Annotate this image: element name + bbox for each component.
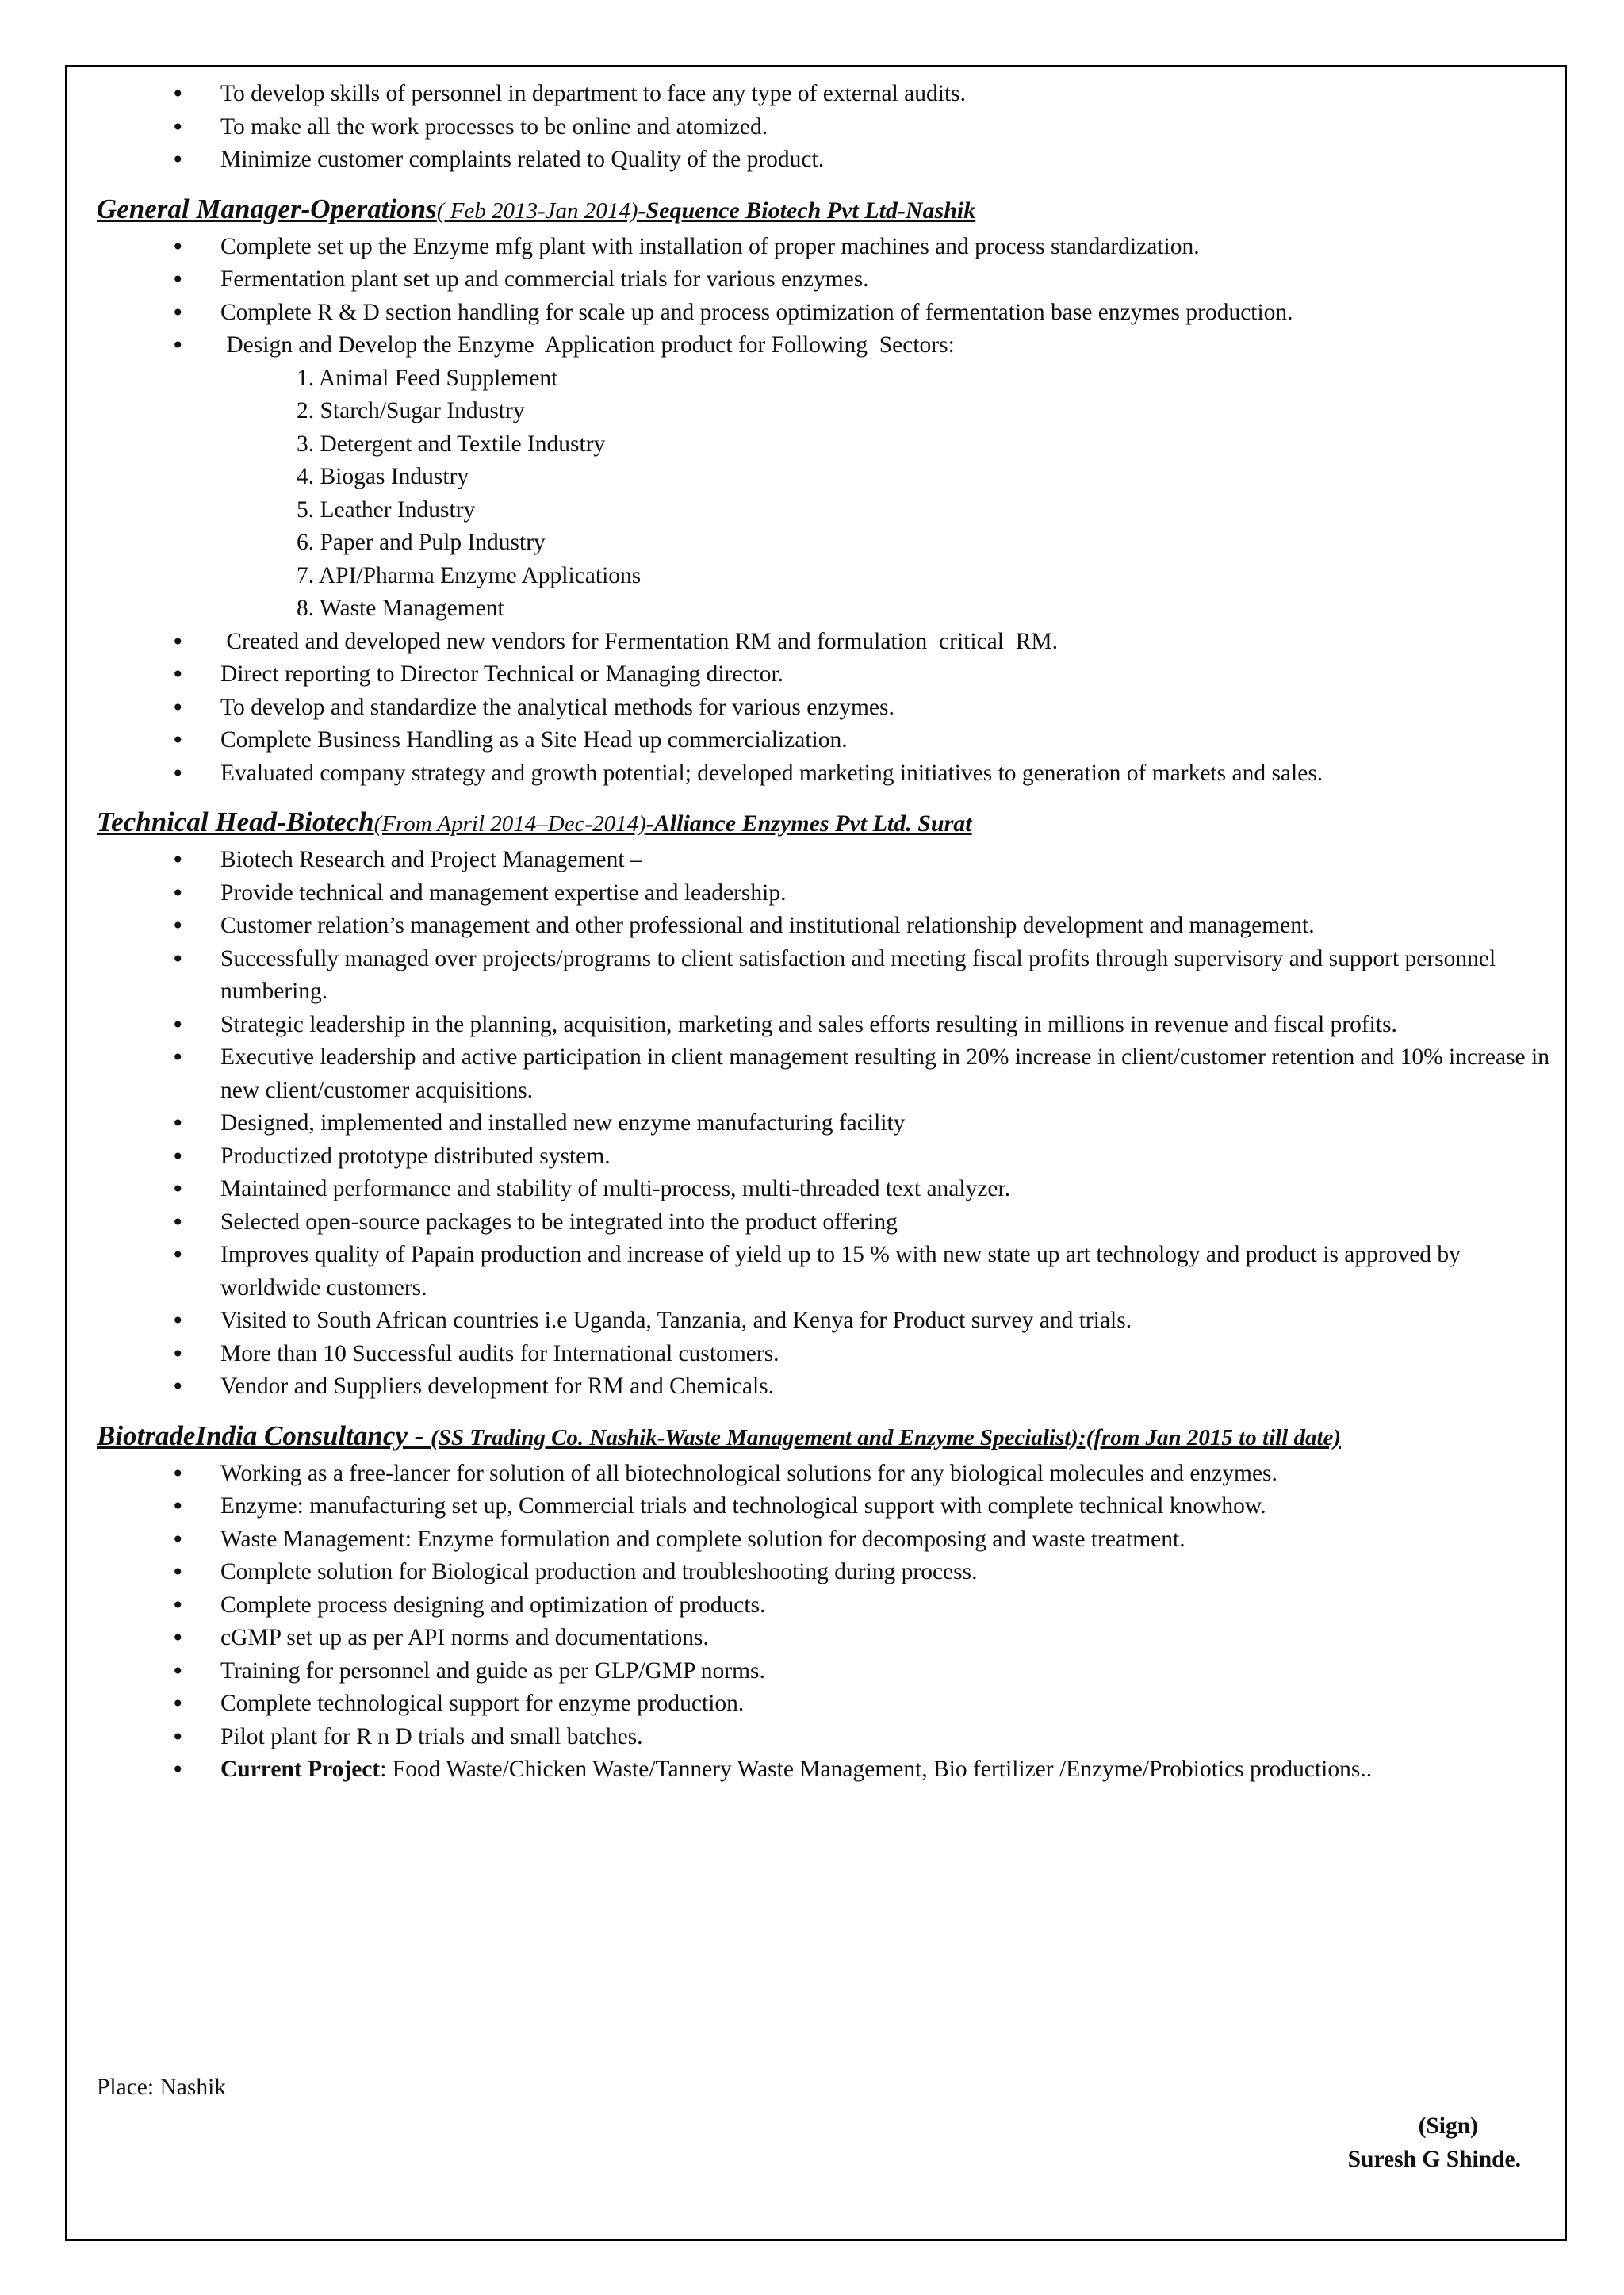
list-item: • To develop skills of personnel in department to face any type of external audits. (97, 78, 1556, 111)
list-item: • Productized prototype distributed system. (97, 1140, 1556, 1174)
list-item: • Vendor and Suppliers development for RM and Chemicals. (97, 1370, 1556, 1404)
sector-item: 3. Detergent and Textile Industry (297, 431, 606, 457)
list-item: • Complete R & D section handling for scale up and process optimization of fermentation base enzymes production. (97, 297, 1556, 330)
signatory-name: Suresh G Shinde. (1347, 2147, 1521, 2172)
section-title: BiotradeIndia Consultancy - (97, 1420, 431, 1451)
list-item: • To make all the work processes to be online and atomized. (97, 111, 1556, 144)
section-title: Technical Head-Biotech (97, 807, 374, 837)
signature-block (1348, 2109, 1521, 2176)
list-item: • To develop and standardize the analytical methods for various enzymes. (97, 692, 1556, 725)
list-item: • Working as a free-lancer for solution of all biotechnological solutions for any biological molecules and enzymes. (97, 1458, 1556, 1491)
sector-item: 8. Waste Management (297, 596, 504, 621)
sector-item: 6. Paper and Pulp Industry (297, 530, 546, 555)
list-item: • Complete Business Handling as a Site Head up commercialization. (97, 724, 1556, 757)
current-project-label: Current Project (220, 1757, 381, 1782)
section-heading-biotradeindia (97, 1418, 1556, 1456)
list-item: • Design and Develop the Enzyme Application product for Following Sectors: (97, 329, 1556, 362)
biotradeindia-bullets (97, 1458, 1556, 1787)
list-item: • Strategic leadership in the planning, acquisition, marketing and sales efforts resulting in millions in revenue and fiscal profits. (97, 1009, 1556, 1042)
current-project-text: : Food Waste/Chicken Waste/Tannery Waste Management, Bio fertilizer /Enzyme/Probiotics productions.. (380, 1757, 1373, 1782)
list-item: • Created and developed new vendors for Fermentation RM and formulation critical RM. (97, 626, 1556, 659)
list-item: • Training for personnel and guide as per GLP/GMP norms. (97, 1655, 1556, 1688)
list-item: • Complete process designing and optimization of products. (97, 1589, 1556, 1623)
sector-item: 5. Leather Industry (297, 496, 476, 523)
list-item: • Customer relation’s management and other professional and institutional relationship development and management. (97, 910, 1556, 943)
list-item: • Complete solution for Biological production and troubleshooting during process. (97, 1556, 1556, 1589)
list-item: • Maintained performance and stability of multi-process, multi-threaded text analyzer. (97, 1173, 1556, 1206)
list-item: • Biotech Research and Project Management – (97, 844, 1556, 877)
gm-operations-bullets (97, 231, 1556, 362)
list-item: • More than 10 Successful audits for International customers. (97, 1338, 1556, 1371)
list-item: • Evaluated company strategy and growth potential; developed marketing initiatives to generation of markets and sales. (97, 757, 1556, 791)
list-item: • cGMP set up as per API norms and documentations. (97, 1622, 1556, 1655)
sector-item: 1. Animal Feed Supplement (297, 365, 558, 391)
list-item: • Executive leadership and active participation in client management resulting in 20% increase in client/customer retention and 10% increase in new client/customer acquisitions. (97, 1041, 1556, 1107)
list-item: • Successfully managed over projects/programs to client satisfaction and meeting fiscal profits through supervisory and support personnel numbering. (97, 943, 1556, 1009)
section-heading-gm-operations (97, 191, 1556, 229)
list-item: • Designed, implemented and installed new enzyme manufacturing facility (97, 1107, 1556, 1140)
sector-list (97, 362, 1556, 626)
list-item: • Visited to South African countries i.e Uganda, Tanzania, and Kenya for Product survey and trials. (97, 1305, 1556, 1338)
list-item: • Enzyme: manufacturing set up, Commercial trials and technological support with complete technical knowhow. (97, 1490, 1556, 1523)
resume-body (97, 78, 1556, 1787)
intro-bullet-list (97, 78, 1556, 177)
place-line: Place: Nashik (97, 2075, 227, 2100)
section-company: -Alliance Enzymes Pvt Ltd. Surat (645, 810, 972, 837)
sector-item: 4. Biogas Industry (297, 464, 469, 489)
section-dates: (From April 2014–Dec-2014) (373, 811, 646, 837)
sector-item: 7. API/Pharma Enzyme Applications (297, 562, 642, 588)
list-item: • Complete technological support for enzyme production. (97, 1688, 1556, 1721)
list-item: • Complete set up the Enzyme mfg plant with installation of proper machines and process standardization. (97, 231, 1556, 264)
list-item: • Direct reporting to Director Technical or Managing director. (97, 658, 1556, 692)
list-item: • Provide technical and management expertise and leadership. (97, 877, 1556, 910)
section-heading-technical-head (97, 804, 1556, 842)
gm-operations-bullets-continued (97, 626, 1556, 791)
list-item: • Pilot plant for R n D trials and small batches. (97, 1721, 1556, 1754)
section-company: (SS Trading Co. Nashik-Waste Management and Enzyme Specialist):(from Jan 2015 to till date) (431, 1424, 1342, 1450)
list-item: • Selected open-source packages to be integrated into the product offering (97, 1206, 1556, 1239)
list-item: • Minimize customer complaints related to Quality of the product. (97, 144, 1556, 177)
section-title: General Manager-Operations (97, 193, 437, 224)
list-item: • Improves quality of Papain production and increase of yield up to 15 % with new state up art technology and product is approved by worldwide customers. (97, 1239, 1556, 1305)
list-item-current-project (97, 1753, 1556, 1787)
sector-item: 2. Starch/Sugar Industry (297, 398, 525, 423)
technical-head-bullets (97, 844, 1556, 1404)
list-item: • Fermentation plant set up and commercial trials for various enzymes. (97, 263, 1556, 297)
section-dates: ( Feb 2013-Jan 2014) (436, 197, 638, 224)
sign-label: (Sign) (1418, 2113, 1478, 2139)
section-company: -Sequence Biotech Pvt Ltd-Nashik (638, 197, 976, 224)
list-item: • Waste Management: Enzyme formulation and complete solution for decomposing and waste treatment. (97, 1523, 1556, 1557)
